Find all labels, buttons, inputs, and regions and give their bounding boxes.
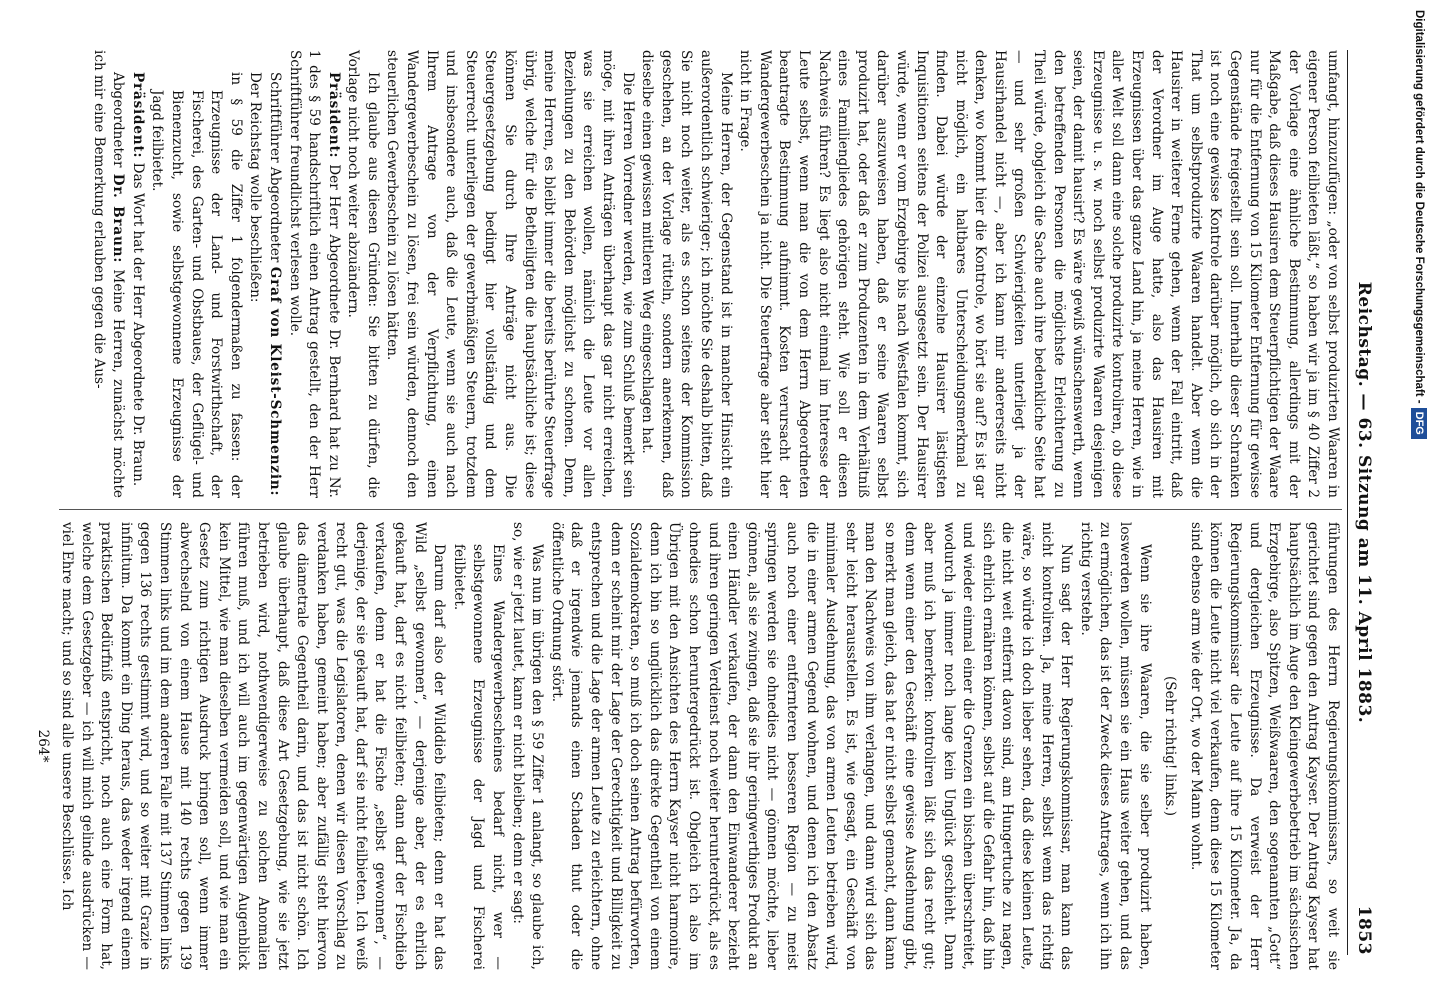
paragraph-text: in § 59 die Ziffer 1 folgendermaßen zu fassen: der Erzeugnisse der Land- und Forstwirthschaft, der Fischerei, des Garten- und Obstbaues, der Geflügel- und Bienenzucht, sowie selbstgewonnene Erzeugnisse der Jagd feilbietet. [149,72,244,498]
speaker-name: Präsident: [129,72,146,159]
running-title: Reichstag. — 63. Sitzung am 11. April 1883. [1354,281,1374,724]
paragraph-text: Die Herren Vorredner werden, wie zum Schluß bemerkt sein möge, mit ihren Anträgen überhaupt das gar nicht erreichen, was sie erreichen wollen, nämlich die Leute vor allen Beziehungen zu den Behörden möglichst zu schonen. Denn, meine Herren, es bleibt immer die bereits berührte Steuerfrage übrig, welche für die Betheiligten die hauptsächliche ist; diese können Sie durch Ihre Anträge nicht aus. Die Steuergesetzgebung bedingt hier vollständig und dem Steuerrecht unterliegen der gewerbmäßigen Steuern, trotzdem und insbesondere auch, daß die Leute, wenn sie auch nach Ihrem Antrage von der Verpflichtung, einen Wandergewerbeschein zu lösen, frei sein würden, dennoch den steuerlichen Gewerbeschein zu lösen hätten. [384,50,636,498]
speaker-title: Abgeordneter [110,72,127,174]
header-rule [1347,50,1348,955]
speaker-title: Schriftführer Abgeordneter [266,72,283,267]
paragraph-text: Wenn sie ihre Waaren, die sie selber produzirt haben, loswerden wollen, müssen sie ein Haus weiter gehen, und das zu ermöglichen, das ist der Zweck dieses Antrages, wenn ich ihn richtig verstehe. [1077,522,1153,970]
digitization-credit: Digitalisierung gefördert durch die Deutsche Forschungsgemeinschaft - [1413,10,1425,404]
document-page [29,10,1414,985]
paragraph-text: (Sehr richtig! links.) [1162,675,1179,817]
quoted-paragraph [448,522,507,970]
paragraph [735,50,1342,498]
paragraph [1160,522,1180,970]
left-column [49,50,1342,498]
page-header [1344,50,1374,955]
motion-text [147,50,245,498]
speaker-name: Präsident: [325,72,342,159]
speaker-name: Graf von Kleist-Schmenzin: [266,266,283,497]
page-number: 1853 [1354,905,1374,955]
paragraph-text: Eines Wandergewerbescheines bedarf nicht, wer — selbstgewonnene Erzeugnisse der Jagd und Fischerei feilbietet. [450,544,507,970]
paragraph [546,522,1075,970]
paragraph [1185,522,1342,970]
paragraph-text: umfangt, hinzuzufügen: „oder von selbst produzirten Waaren in eigener Person feilbieten läßt,“ so haben wir ja im § 40 Ziffer 2 der Vorlage eine ähnliche Bestimmung, allerdings mit der Maßgabe, daß dieses Hausiren dem Steuerpflichtigen der Waare nur für die Entfernung von 15 Kilometer Entfernung für gewisse Gegenstände freigestellt sein soll. Innerhalb dieser Schranken ist noch eine gewisse Kontrole darüber möglich, ob sich in der That um selbstproduzirte Waaren handelt. Aber wenn die Hausirer in weiterer Ferne gehen, wenn der Fall eintritt, daß der Verordner im Auge hatte, also das Hausiren mit Erzeugnissen über das ganze Land hin, ja meine Herren, wie in aller Welt soll dann eine solche produzirte kontroliren, ob diese Erzeugnisse u. s. w. noch selbst produzirte Waaren desjenigen seien, der damit hausirt? Es wäre gewiß wünschenswerth, wenn den betreffenden Personen die möglichste Erleichterung zu Theil würde, obgleich die Sache auch ihre bedenkliche Seite hat — und sehr großen Schwierigkeiten unterliegt ja der Hausirhandel nicht —, aber ich kann mir andererseits nicht denken, wo kommt hier die Kontrole, wo hört sie auf? Es ist gar nicht möglich, ein haltbares Unterscheidungsmerkmal zu finden. Dabei würde der einzelne Hausirer lästigsten Inquisitionen seitens der Polizei ausgesetzt sein. Der Hausirer würde, wenn er vom Erzgebirge bis nach Westfalen kommt, sich darüber auszuweisen haben, daß er seine Waaren selbst produzirt hat, oder daß er zum Produzenten in dem Verhältniß eines Familiengliedes gehörigen steht. Wie soll er diesen Nachweis führen? Es liegt also nicht einmal im Interesse der Leute selbst, wenn man die von dem Herrn Abgeordneten beantragte Bestimmung aufnimmt. Kosten verursacht der Wandergewerbeschein ja nicht. Die Steuerfrage aber steht hier nicht in Frage. [737,50,1341,498]
paragraph-text: Meine Herren, zunächst möchte ich mir eine Bemerkung erlauben gegen die Aus- [90,50,127,498]
paragraph [1075,522,1153,970]
paragraph [56,522,448,970]
paragraph [382,50,637,498]
paragraph-text: Nun sagt der Herr Regierungskommissar, man kann das nicht kontroliren. Ja, meine Herren, selbst wenn das richtig wäre, so würde ich doch lieber sehen, daß diese kleinen Leute, die nicht weit entfernt davon sind, am Hungertuche zu nagen, sich ehrlich ernähren können, selbst auf die Gefahr hin, daß hin und wieder einmal einer die Grenzen ein bischen überschreitet, wodurch ja immer noch lange kein Unglück geschieht. Dann aber muß ich bemerken: kontroliren läßt sich das recht gut; denn wenn einer den Geschäft eine gewisse Ausdehnung gibt, so merkt man gleich, das hat er nicht selbst gemacht, dann kann man den Nachweis von ihm verlangen, und dann wird sich das sehr leicht herausstellen. Es ist, wie gesagt, ein Geschäft von minimaler Ausdehnung, das von armen Leuten betrieben wird, die in einer armen Gegend wohnen, und denen ich den Absatz auch noch einer entfernteren besseren Region — zu meist springen werden sie ohnedies nicht — gönnen möchte, lieber gönnen, als sie zwingen, daß sie ihr geringwerthiges Produkt an einen Händler verkaufen, der dann den Einwanderer bezieht und ihren geringen Verdienst noch weiter herunterdrückt, als es ohnedies schon heruntergedrückt ist. Obgleich ich also im Übrigen mit den Ansichten des Herrn Kayser nicht harmonire, denn ich bin so unglücklich das direkte Gegentheil von einem Sozialdemokraten, so muß ich doch seinen Antrag befürworten, denn er scheint mir der Lage der Gerechtigkeit und Billigkeit zu entsprechen und die Lage der armen Leute zu erleichtern, ohne daß er irgendwie jemands einen Schaden thut oder die öffentliche Ordnung stört. [548,522,1075,970]
paragraph [637,50,735,498]
paragraph-text: Der Herr Abgeordnete Dr. Bernhard hat zu Nr. 1 des § 59 handschriftlich einen Antrag gestellt, den der Herr Schriftführer freundlichst verlesen wolle. [286,50,342,498]
dfg-badge: DFG [1411,408,1427,439]
right-column [35,522,1342,970]
paragraph-text: Was nun im übrigen den § 59 Ziffer 1 anlangt, so glaube ich, so, wie er jetzt lautet, kann er nicht bleiben; denn er sagt: [509,522,546,970]
paragraph-text: führungen des Herrn Regierungskommissars, so weit sie gerichtet sind gegen den Antrag Kayser. Der Antrag Kayser hat hauptsächlich im Auge den Kleingewerbebetrieb im sächsischen Erzgebirge, also Spitzen, Weißwaaren, den sogenannten „Gott“ und dergleichen Erzeugnisse. Da verweist der Herr Regierungskommissar die Leute auf ihre 15 Kilometer. Ja, da können die Leute nicht viel verkaufen, denn diese 15 Kilometer sind ebenso arm wie der Ort, wo der Mann wohnt. [1187,522,1341,970]
paragraph-text: Darum darf also der Wilddieb feilbieten; denn er hat das Wild „selbst gewonnen“, — derjenige aber, der es ehrlich gekauft hat, darf es nicht feilbieten; dann darf der Fischdieb verkaufen, denn er hat die Fische „selbst gewonnen“, — derjenige, der sie gekauft hat, darf sie nicht feilbieten. Ich weiß recht gut, was die Legislatoren, denen wir diesen Vorschlag zu verdanken haben, gemeint haben; aber zufällig steht hiervon das diametrale Gegentheil darin, und das ist nicht schön. Ich glaube überhaupt, daß diese Art Gesetzgebung, wie sie jetzt betrieben wird, nothwendigerweise zu solchen Anomalien führen muß, und ich will auch im gegenwärtigen Augenblick kein Mittel, wie man dieselben vermeiden soll, und wie man ein Gesetz zum richtigen Ausdruck bringen soll, wenn immer abwechselnd von einem Hause mit 140 rechts gegen 139 Stimmen links und im dem anderen Falle mit 137 Stimmen links gegen 136 rechts gestimmt wird, und so weiter mit Grazie in infinitum. Da kommt ein Ding heraus, das weder irgend einem praktischen Bedürfniß entspricht, noch auch eine Form hat, welche dem Gesetzgeber — ich will mich gelinde ausdrücken — viel Ehre macht; und so sind alle unsere Beschlüsse. Ich [59,522,448,970]
paragraph-text: Das Wort hat der Herr Abgeordnete Dr. Braun. [129,158,146,487]
paragraph-text: Ich glaube aus diesen Gründen: Sie bitten zu dürfen, die Vorlage nicht noch weiter abzuändern. [345,50,381,498]
signature-mark [33,522,53,970]
column-divider [59,509,1342,510]
paragraph-text: 264* [35,729,52,763]
paragraph [88,50,127,498]
speaker-name: Dr. Braun: [110,173,127,264]
paragraph [507,522,546,970]
paragraph [127,50,147,498]
digitization-stamp [1408,10,1430,990]
motion-intro [245,50,265,498]
paragraph-text: Der Reichstag wolle beschließen: [247,72,264,303]
paragraph [284,50,343,498]
paragraph-text: Meine Herren, der Gegenstand ist in mancher Hinsicht ein außerordentlich schwieriger; ich möchte Sie deshalb bitten, daß Sie nicht noch weiter, als es schon seitens der Kommission geschehen, an der Vorlage rütteln, sondern anerkennen, daß dieselbe einen gewissen mittleren Weg eingeschlagen hat. [639,50,734,498]
paragraph [343,50,382,498]
paragraph [264,50,284,498]
